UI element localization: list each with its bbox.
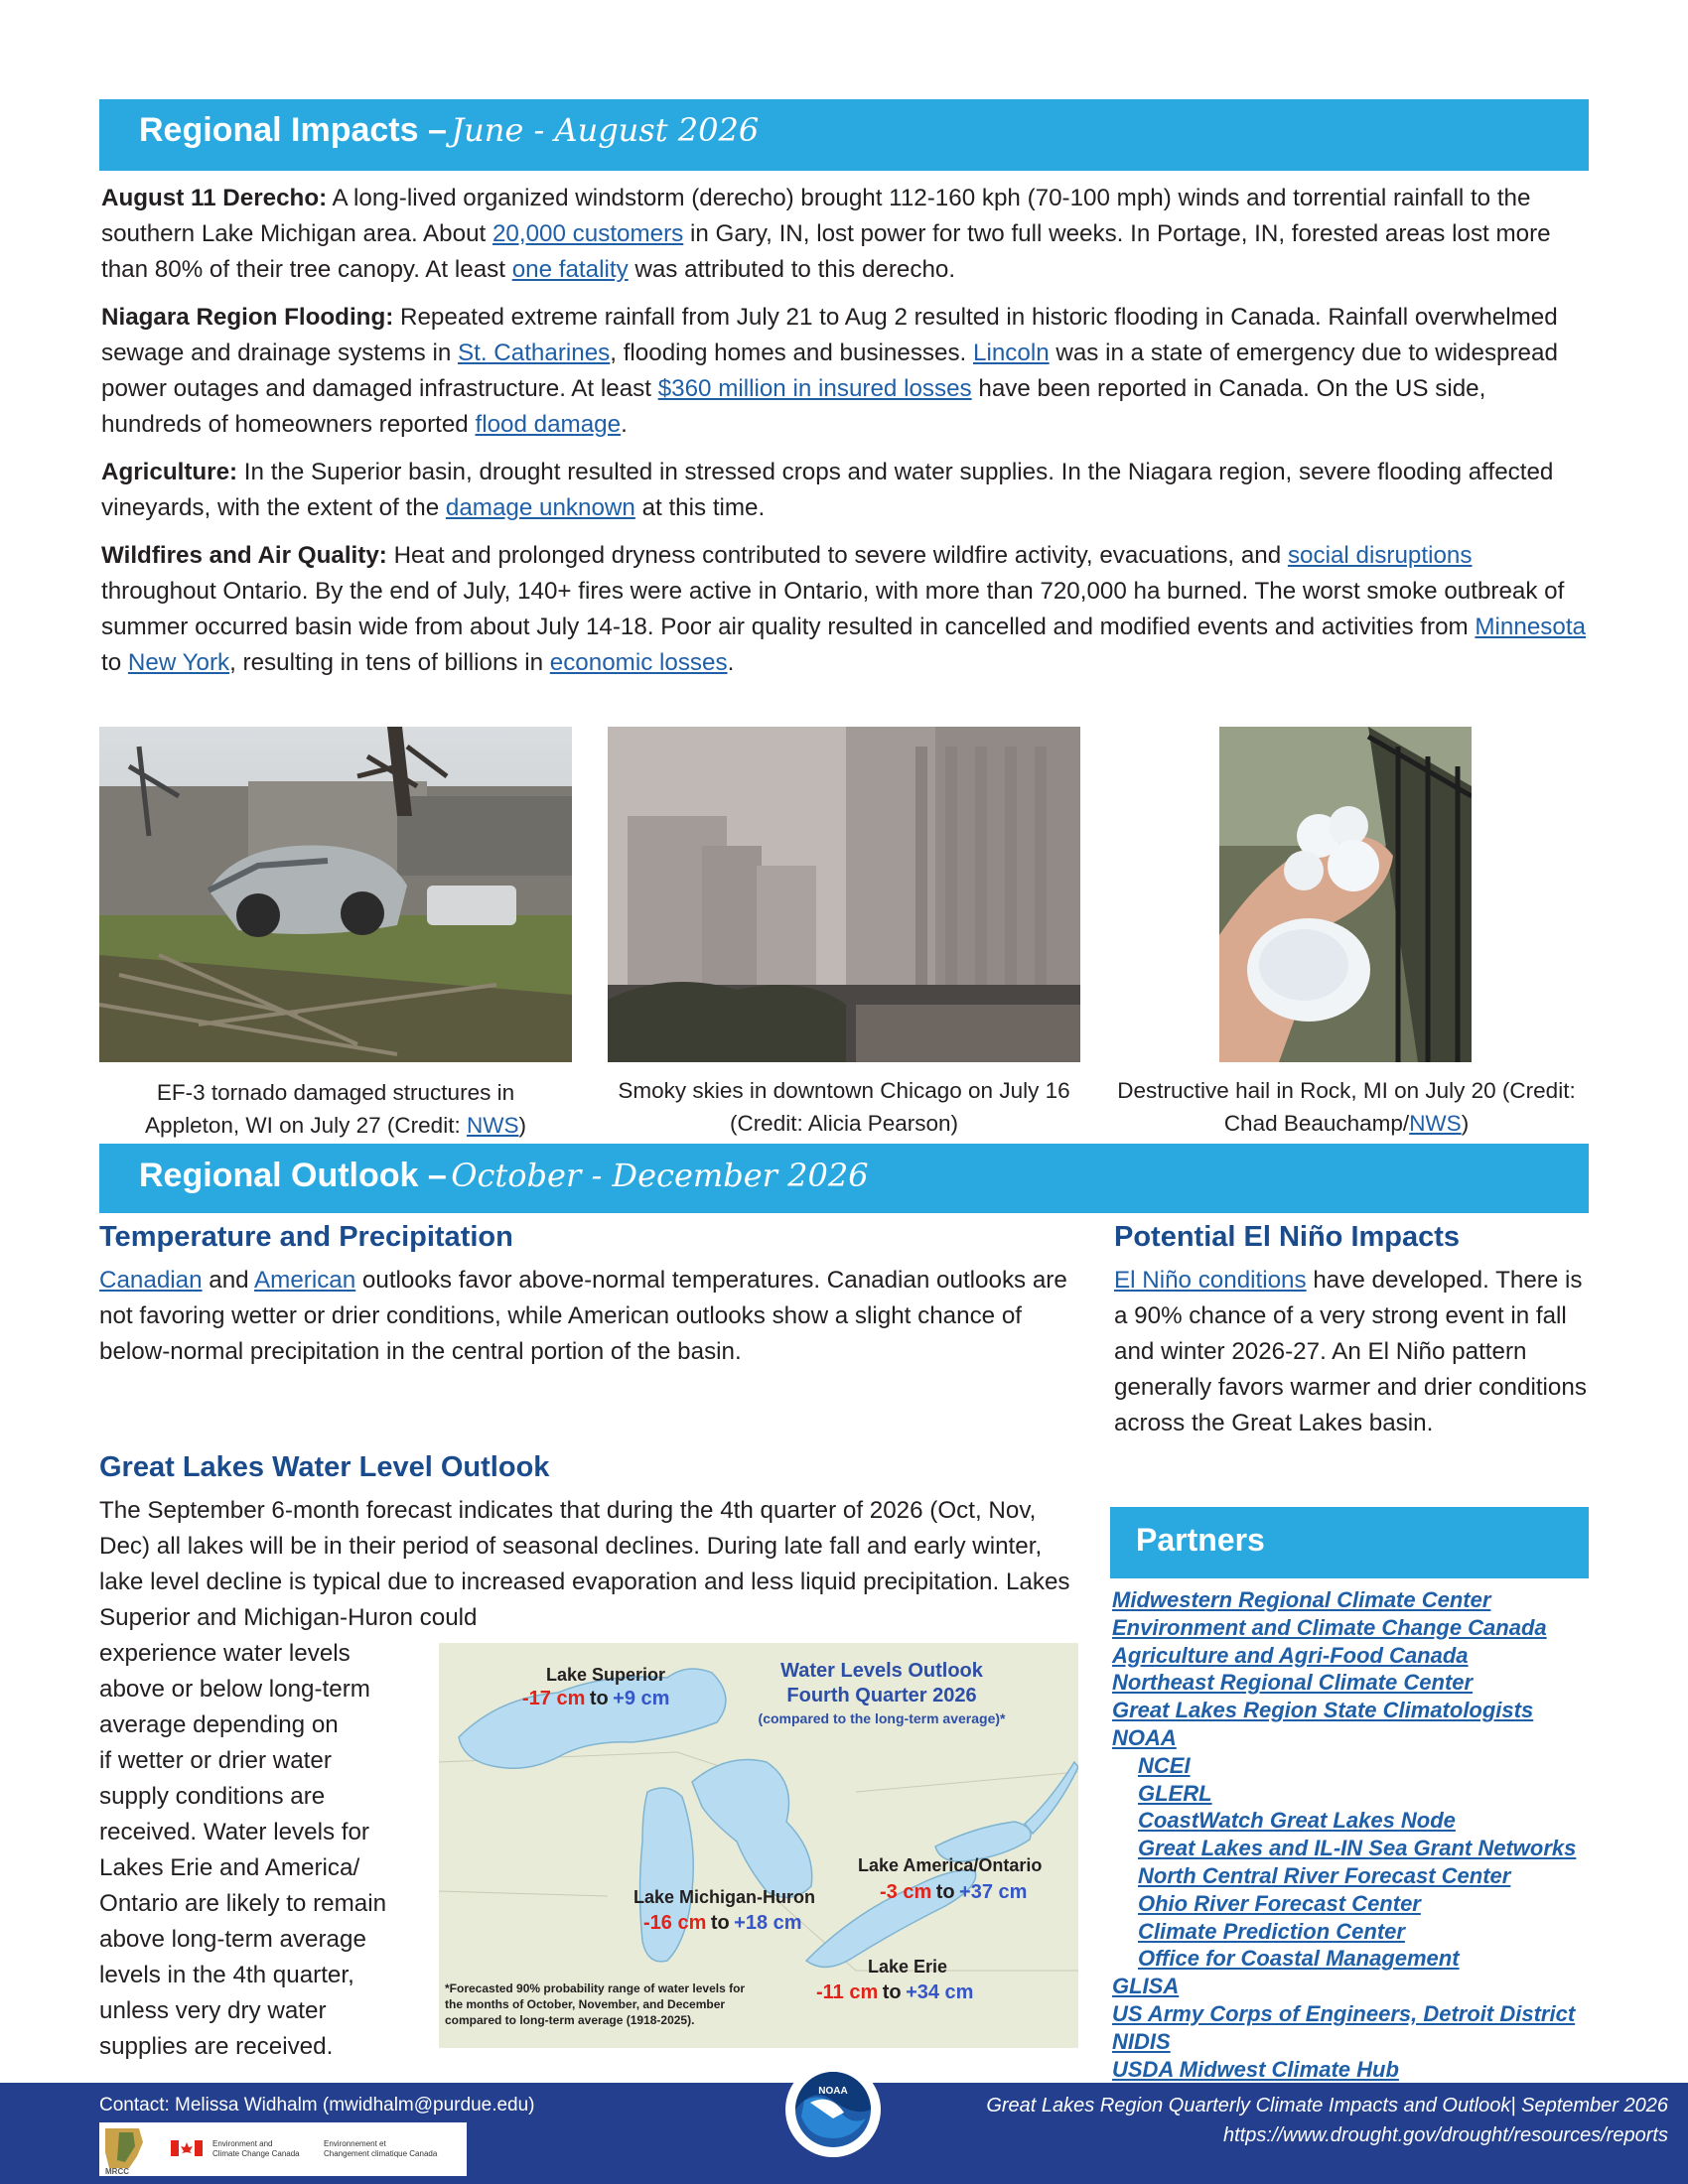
impacts-banner-title: Regional Impacts –	[139, 111, 447, 149]
derecho-text: in Gary, IN, lost power for two full weeks. In Portage, IN, forested areas lost more than 80% of their tree canopy. At least	[101, 220, 1551, 283]
niagara-text: was in a state of emergency due to widespread power outages and damaged infrastructure. At least	[101, 340, 1558, 402]
map-footnote-1: *Forecasted 90% probability range of water levels for	[445, 1981, 746, 1995]
lincoln-link[interactable]: Lincoln	[973, 340, 1050, 366]
partner-link[interactable]: Midwestern Regional Climate Center	[1112, 1587, 1491, 1612]
wildfires-text: to	[101, 649, 128, 676]
social-disruptions-link[interactable]: social disruptions	[1287, 542, 1473, 569]
temp-precip-text-part: outlooks favor above-normal temperatures. Canadian outlooks are not favoring wetter or drier conditions, while American outlooks show a slight chance of below-normal precipitation in the central portion of the basin.	[99, 1267, 1067, 1365]
eccc-en-line1: Environment and	[212, 2139, 273, 2148]
derecho-paragraph	[101, 181, 1591, 288]
smoke-photo	[608, 727, 1080, 1062]
niagara-text: .	[621, 411, 628, 438]
impacts-banner-period: June - August 2026	[451, 111, 760, 149]
customers-link[interactable]: 20,000 customers	[492, 220, 684, 247]
hail-caption	[1108, 1074, 1585, 1140]
partners-list	[1112, 1586, 1609, 2083]
water-level-line: Lakes Erie and America/	[99, 1854, 360, 1881]
new-york-link[interactable]: New York	[127, 649, 230, 676]
water-level-line: experience water levels	[99, 1640, 351, 1667]
map-footnote-3: compared to long-term average (1918-2025).	[445, 2013, 695, 2027]
economic-losses-link[interactable]: economic losses	[549, 649, 728, 676]
partner-link[interactable]: GLERL	[1138, 1780, 1212, 1806]
partner-link[interactable]: Northeast Regional Climate Center	[1112, 1670, 1474, 1696]
svg-text:MRCC: MRCC	[105, 2167, 129, 2176]
elnino-text-part: have developed. There is a 90% chance of a very strong event in fall and winter 2026-27. An El Niño pattern generally favors warmer and drier conditions across the Great Lakes basin.	[1114, 1267, 1587, 1436]
eccc-fr-line2: Changement climatique Canada	[324, 2149, 438, 2158]
wildfires-heading: Wildfires and Air Quality:	[101, 542, 387, 569]
partner-link[interactable]: NIDIS	[1112, 2028, 1171, 2054]
partner-link[interactable]: NOAA	[1112, 1724, 1177, 1750]
water-level-line: average depending on	[99, 1711, 339, 1738]
impacts-section	[101, 181, 1591, 693]
superior-label: Lake Superior	[546, 1665, 666, 1685]
map-title-3: (compared to the long-term average)*	[758, 1710, 1006, 1726]
fatality-link[interactable]: one fatality	[511, 256, 629, 283]
partners-banner	[1110, 1507, 1589, 1578]
partner-link[interactable]: Environment and Climate Change Canada	[1112, 1614, 1547, 1640]
smoke-caption	[602, 1074, 1086, 1140]
partner-link[interactable]: Office for Coastal Management	[1138, 1946, 1460, 1972]
wildfires-text: , resulting in tens of billions in	[229, 649, 550, 676]
insured-losses-link[interactable]: $360 million in insured losses	[657, 375, 972, 402]
water-level-line: received. Water levels for	[99, 1819, 369, 1845]
map-title-1: Water Levels Outlook	[780, 1660, 983, 1682]
damage-unknown-link[interactable]: damage unknown	[445, 494, 635, 521]
outlook-banner	[99, 1144, 1589, 1213]
partner-link[interactable]: GLISA	[1112, 1974, 1180, 1999]
erie-label: Lake Erie	[868, 1957, 948, 1977]
water-level-line: if wetter or drier water	[99, 1747, 332, 1774]
eccc-fr-line1: Environnement et	[324, 2139, 386, 2148]
agriculture-text: In the Superior basin, drought resulted in stressed crops and water supplies. In the Niagara region, severe flooding affected vineyards, with the extent of the	[101, 459, 1554, 521]
partner-link[interactable]: Great Lakes Region State Climatologists	[1112, 1698, 1534, 1723]
tornado-caption	[107, 1076, 564, 1142]
niagara-text: , flooding homes and businesses.	[610, 340, 973, 366]
footer-contact: Contact: Melissa Widhalm (mwidhalm@purdue.edu)	[99, 2095, 535, 2116]
mrcc-logo-icon	[105, 2128, 143, 2176]
agriculture-paragraph	[101, 455, 1591, 526]
wildfires-text: .	[727, 649, 735, 676]
elnino-heading: Potential El Niño Impacts	[1114, 1221, 1461, 1253]
erie-range: -11 cm to +34 cm	[816, 1981, 974, 2003]
wildfires-text: throughout Ontario. By the end of July, 140+ fires were active in Ontario, with more than 720,000 ha burned. The worst smoke outbreak of summer occurred basin wide from about July 14-18. Poor air quality resulted in cancelled and modified events and activities from	[101, 578, 1565, 640]
water-level-line: unless very dry water	[99, 1997, 327, 2024]
footer-url[interactable]: https://www.drought.gov/drought/resources/reports	[1222, 2124, 1668, 2146]
ontario-label: Lake America/Ontario	[858, 1855, 1043, 1875]
derecho-text: A long-lived organized windstorm (derecho) brought 112-160 kph (70-100 mph) winds and torrential rainfall to the southern Lake Michigan area. About	[101, 185, 1531, 247]
partner-link[interactable]: US Army Corps of Engineers, Detroit District	[1112, 2000, 1576, 2026]
michigan-label: Lake Michigan-Huron	[633, 1887, 816, 1907]
map-footnote-2: the months of October, November, and December	[445, 1997, 726, 2011]
partner-link[interactable]: Ohio River Forecast Center	[1138, 1890, 1421, 1916]
outlook-banner-period: October - December 2026	[451, 1157, 869, 1194]
noaa-logo-icon	[784, 2061, 882, 2158]
tornado-caption-end: )	[518, 1113, 526, 1138]
water-level-line: levels in the 4th quarter,	[99, 1962, 354, 1988]
canada-flag-icon	[171, 2140, 203, 2156]
partner-link[interactable]: North Central River Forecast Center	[1138, 1862, 1511, 1888]
st-catharines-link[interactable]: St. Catharines	[458, 340, 611, 366]
partner-link[interactable]: Great Lakes and IL-IN Sea Grant Networks	[1138, 1836, 1577, 1861]
hail-caption-end: )	[1461, 1111, 1470, 1136]
water-level-line: Ontario are likely to remain	[99, 1890, 387, 1917]
niagara-text: Repeated extreme rainfall from July 21 to Aug 2 resulted in historic flooding in Canada. Rainfall overwhelmed sewage and drainage systems in	[101, 304, 1558, 366]
partner-link[interactable]: NCEI	[1138, 1752, 1191, 1778]
elnino-conditions-link[interactable]: El Niño conditions	[1114, 1267, 1307, 1294]
footer	[0, 2083, 1688, 2184]
wildfires-text: Heat and prolonged dryness contributed to severe wildfire activity, evacuations, and	[386, 542, 1288, 569]
tornado-nws-link[interactable]: NWS	[466, 1113, 519, 1138]
outlook-banner-title: Regional Outlook –	[139, 1157, 447, 1194]
tornado-photo	[99, 727, 572, 1062]
hail-photo	[1219, 727, 1472, 1062]
water-level-line: above long-term average	[99, 1926, 366, 1953]
water-levels-map	[439, 1643, 1078, 2048]
minnesota-link[interactable]: Minnesota	[1475, 614, 1587, 640]
partner-link[interactable]: Agriculture and Agri-Food Canada	[1112, 1642, 1469, 1668]
agriculture-text: at this time.	[634, 494, 766, 521]
svg-text:NOAA: NOAA	[818, 2086, 848, 2097]
superior-range: -17 cm to +9 cm	[522, 1688, 670, 1709]
partners-title: Partners	[1136, 1522, 1265, 1558]
ontario-range: -3 cm to +37 cm	[880, 1881, 1028, 1903]
hail-caption-text: Destructive hail in Rock, MI on July 20 (Credit: Chad Beauchamp/	[1117, 1078, 1576, 1136]
impacts-banner	[99, 99, 1589, 171]
footer-logos	[99, 2122, 467, 2176]
footer-report-title: Great Lakes Region Quarterly Climate Impacts and Outlook| September 2026	[986, 2095, 1668, 2116]
partner-link[interactable]: USDA Midwest Climate Hub	[1112, 2056, 1399, 2082]
smoke-caption-text: Smoky skies in downtown Chicago on July 16 (Credit: Alicia Pearson)	[618, 1078, 1070, 1136]
water-level-line: supplies are received.	[99, 2033, 334, 2060]
hail-nws-link[interactable]: NWS	[1409, 1111, 1462, 1136]
derecho-heading: August 11 Derecho:	[101, 185, 328, 211]
canadian-link[interactable]: Canadian	[99, 1267, 203, 1294]
niagara-text: have been reported in Canada. On the US side, hundreds of homeowners reported	[101, 375, 1486, 438]
water-level-line: above or below long-term	[99, 1676, 370, 1703]
water-level-intro: The September 6-month forecast indicates that during the 4th quarter of 2026 (Oct, Nov, Dec) all lakes will be in their period of seasonal declines. During late fall and early winter, lake level decline is typical due to increased evaporation and less liquid precipitation. Lakes Superior and Michigan-Huron could	[99, 1497, 1070, 1631]
temp-precip-text-part: and	[202, 1267, 255, 1294]
temp-precip-heading: Temperature and Precipitation	[99, 1221, 513, 1253]
water-level-heading: Great Lakes Water Level Outlook	[99, 1451, 550, 1483]
temp-precip-text	[99, 1263, 1082, 1370]
partner-link[interactable]: CoastWatch Great Lakes Node	[1138, 1808, 1456, 1834]
american-link[interactable]: American	[254, 1267, 356, 1294]
michigan-range: -16 cm to +18 cm	[643, 1912, 802, 1934]
partner-link[interactable]: Climate Prediction Center	[1138, 1918, 1405, 1944]
flood-damage-link[interactable]: flood damage	[475, 411, 622, 438]
elnino-text	[1114, 1263, 1591, 1441]
wildfires-paragraph	[101, 538, 1591, 681]
tornado-caption-text: EF-3 tornado damaged structures in Appleton, WI on July 27 (Credit:	[145, 1080, 515, 1138]
niagara-heading: Niagara Region Flooding:	[101, 304, 394, 331]
eccc-en-line2: Climate Change Canada	[212, 2149, 300, 2158]
water-level-wrap-text	[99, 1636, 442, 2065]
niagara-paragraph	[101, 300, 1591, 443]
agriculture-heading: Agriculture:	[101, 459, 238, 485]
derecho-text: was attributed to this derecho.	[628, 256, 956, 283]
water-level-line: supply conditions are	[99, 1783, 326, 1810]
map-title-2: Fourth Quarter 2026	[786, 1685, 977, 1706]
